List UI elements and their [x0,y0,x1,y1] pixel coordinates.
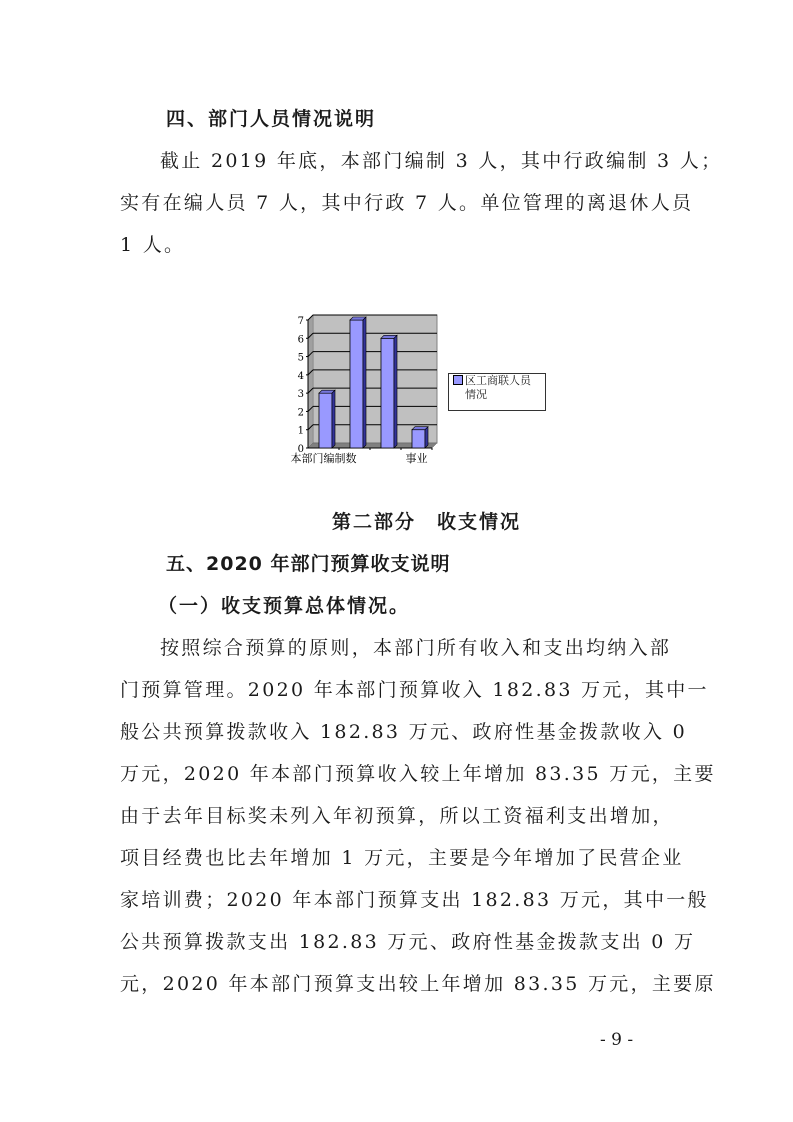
bar [381,338,394,448]
y-tick-label: 3 [297,389,304,401]
part-title: 第二部分 收支情况 [331,511,521,533]
paragraph-line: 般公共预算拨款收入 182.83 万元、政府性基金拨款收入 0 [120,721,687,743]
paragraph-line: 万元，2020 年本部门预算收入较上年增加 83.35 万元，主要 [120,763,716,785]
bar [319,393,332,448]
x-tick-label: 事业 [405,452,428,465]
legend-swatch [453,375,463,385]
paragraph-line: 1 人。 [120,234,186,256]
y-tick-label: 5 [297,352,304,364]
paragraph-line: 项目经费也比去年增加 1 万元，主要是今年增加了民营企业 [120,847,684,869]
subsection-heading: （一）收支预算总体情况。 [158,595,411,617]
chart-legend [448,373,546,411]
bar-side [425,427,428,448]
legend-label-line2: 情况 [465,388,487,401]
y-tick-label: 4 [297,370,304,382]
y-tick-label: 7 [297,316,304,327]
paragraph-line: 元，2020 年本部门预算支出较上年增加 83.35 万元，主要原 [120,973,716,995]
y-tick-label: 1 [297,425,304,437]
paragraph-line: 家培训费；2020 年本部门预算支出 182.83 万元，其中一般 [120,889,709,911]
paragraph-line: 实有在编人员 7 人，其中行政 7 人。单位管理的离退休人员 [120,192,694,214]
bar-side [394,335,397,448]
section-heading-budget: 五、2020 年部门预算收支说明 [166,553,451,575]
section-heading-staff: 四、部门人员情况说明 [166,108,377,130]
x-tick-label: 本部门编制数 [290,452,357,465]
page-number: - 9 - [600,1030,634,1050]
bar [412,430,425,448]
y-tick-label: 6 [297,334,304,346]
paragraph-line: 门预算管理。2020 年本部门预算收入 182.83 万元，其中一 [120,679,709,701]
paragraph-line: 截止 2019 年底，本部门编制 3 人，其中行政编制 3 人； [160,150,723,172]
plot-side-wall [308,315,313,448]
bar [350,320,363,448]
paragraph-line: 公共预算拨款支出 182.83 万元、政府性基金拨款支出 0 万 [120,931,696,953]
bar-side [363,317,366,448]
y-tick-label: 0 [297,444,304,455]
legend-label: 区工商联人员 [465,374,531,387]
paragraph-line: 由于去年目标奖未列入年初预算，所以工资福利支出增加， [120,805,674,827]
y-tick-label: 2 [297,407,304,419]
paragraph-line: 按照综合预算的原则，本部门所有收入和支出均纳入部 [160,637,672,659]
bar-side [332,390,335,448]
